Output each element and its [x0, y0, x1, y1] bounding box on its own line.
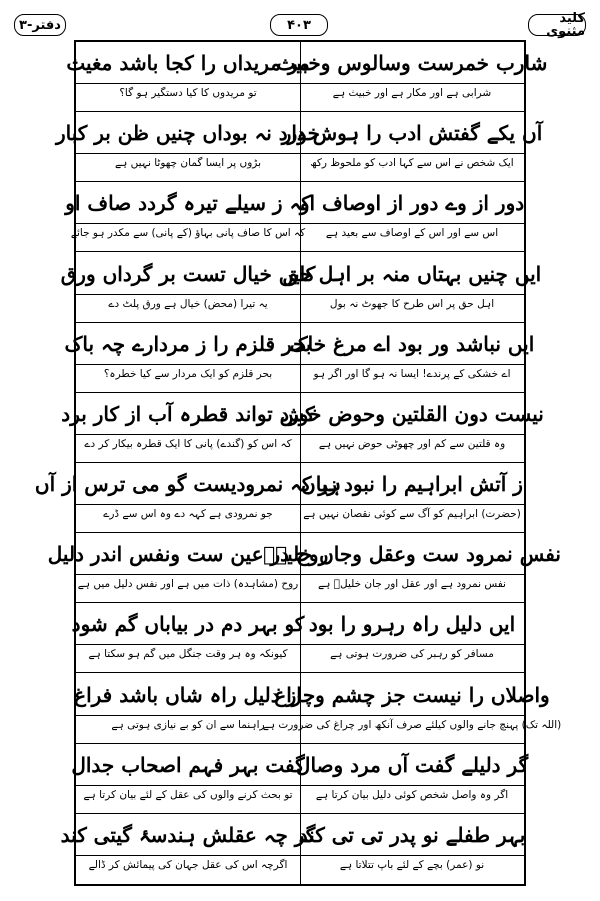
right-hemistich-cell [289, 323, 535, 392]
couplet-table [34, 40, 562, 886]
verse-separator [76, 855, 300, 856]
right-hemistich-cell [262, 674, 562, 743]
couplet-row [71, 744, 529, 814]
right-translation: اس سے اور اس کے اوصاف سے بعید ہے [325, 227, 499, 240]
right-hemistich-cell [295, 744, 529, 813]
left-verse: کو بہر دم در بیاباں گم شود [71, 612, 305, 637]
couplet-row [64, 323, 535, 393]
left-hemistich-cell [66, 42, 310, 111]
right-verse: ز آتش ابراہیم را نبود زیاں [301, 472, 523, 496]
couplet-row [47, 533, 561, 603]
left-verse: خورد نہ بوداں چنیں ظن بر کبار [55, 121, 321, 146]
right-hemistich-cell [282, 253, 542, 322]
left-hemistich-cell [64, 323, 312, 392]
right-verse: دور از وے دور از اوصاف او [299, 191, 525, 216]
verse-separator [300, 715, 524, 716]
verse-separator [300, 785, 524, 786]
left-translation: روح (مشاہدہ) ذات میں ہے اور نفس دلیل میں ہے [77, 578, 299, 591]
verse-separator [76, 153, 300, 154]
right-hemistich-cell [276, 42, 548, 111]
right-translation: ایک شخص نے اس سے کہا ادب کو ملحوظ رکھ [310, 157, 514, 170]
right-translation: اے خشکی کے پرندے! ایسا نہ ہو گا اور اگر ہو [313, 367, 511, 380]
verse-separator [300, 294, 524, 295]
right-hemistich-cell [280, 393, 544, 462]
verse-separator [300, 364, 524, 365]
verse-separator [300, 855, 524, 856]
right-verse: گر دلیلے گفت آں مرد وصال [295, 752, 529, 777]
couplet-row [61, 393, 544, 463]
couplet-row [60, 253, 542, 323]
volume-label: دفتر-۳ [14, 14, 66, 36]
left-translation: کیونکہ وہ ہر وقت جنگل میں گم ہو سکتا ہے [88, 648, 288, 661]
left-translation: بحر قلزم کو ایک مردار سے کیا خطرہ؟ [103, 367, 273, 380]
verse-separator [76, 785, 300, 786]
verse-separator [76, 83, 300, 84]
right-hemistich-cell [300, 603, 524, 672]
left-translation: اگرچہ اس کی عقل جہان کی پیمائش کر ڈالے [88, 858, 288, 871]
right-hemistich-cell [281, 112, 543, 181]
right-hemistich-cell [300, 814, 524, 884]
right-verse: واصلاں را نیست جز چشم وچراغ [274, 682, 550, 707]
left-hemistich-cell [65, 182, 311, 251]
right-verse: ایں چنیں بہتاں منہ بر اہل حق [282, 261, 542, 286]
right-translation: نو (عمر) بچے کے لئے باپ تتلاتا ہے [339, 858, 485, 871]
verse-separator [76, 715, 300, 716]
couplet-row [60, 814, 526, 884]
left-translation: تو مریدوں کا کیا دستگیر ہو گا؟ [119, 87, 257, 99]
left-translation: تو بحث کرنے والوں کی عقل کے لئے بیان کرتا ہے [83, 788, 293, 801]
verse-separator [76, 294, 300, 295]
verse-separator [76, 644, 300, 645]
left-hemistich-cell [76, 674, 300, 743]
left-verse: گر چہ عقلش ہندسۂ گیتی کند [60, 822, 316, 847]
verse-separator [300, 504, 524, 505]
left-verse: روح در عین ست ونفس اندر دلیل [47, 542, 329, 567]
verse-separator [76, 574, 300, 575]
right-verse: آں یکے گفتش ادب را ہوش دار [281, 121, 543, 146]
book-title: کلید مثنوی [528, 14, 586, 36]
right-hemistich-cell [300, 182, 524, 251]
page-header [14, 11, 586, 39]
verse-separator [300, 644, 524, 645]
right-translation: اگر وہ واصل شخص کوئی دلیل بیان کرتا ہے [315, 788, 509, 801]
right-verse: ایں نباشد ور بود اے مرغ خاک [289, 331, 535, 356]
left-hemistich-cell [60, 253, 316, 322]
page-number: ۴۰۳ [270, 14, 328, 36]
left-hemistich-cell [55, 112, 321, 181]
right-translation: (حضرت) ابراہیم کو آگ سے کوئی نقصان نہیں ہے [303, 508, 521, 520]
verse-separator [76, 364, 300, 365]
couplet-row [55, 112, 543, 182]
left-hemistich-cell [34, 463, 342, 532]
right-verse: بہر طفلے نو پدر تی تی کند [298, 822, 526, 847]
right-translation: شرابی ہے اور مکار ہے اور خبیث ہے [332, 87, 492, 99]
verse-separator [76, 434, 300, 435]
left-verse: ہر کہ نمرودیست گو می ترس از آں [34, 472, 342, 496]
right-hemistich-cell [263, 533, 561, 602]
left-translation: کہ اس کو (گندے) پانی کا ایک قطرہ بیکار کر دے [84, 437, 292, 450]
left-hemistich-cell [60, 814, 316, 884]
couplet-row [66, 42, 548, 112]
verse-separator [300, 223, 524, 224]
left-verse: کش تواند قطرہ آب از کار برد [61, 401, 315, 426]
verse-separator [300, 153, 524, 154]
couplet-row [74, 674, 562, 744]
left-hemistich-cell [47, 533, 329, 602]
left-verse: کہ ز سیلے تیرہ گردد صاف او [65, 191, 311, 216]
right-translation: (اللہ تک) پہنچ جانے والوں کیلئے صرف آنکھ اور چراغ کی ضرورت ہے [262, 718, 562, 731]
verse-separator [76, 504, 300, 505]
verse-separator [300, 434, 524, 435]
left-verse: بحر قلزم را ز مردارے چہ باک [64, 331, 312, 356]
couplet-row [65, 182, 525, 252]
left-translation: راہنما سے ان کو بے نیازی ہوتی ہے [111, 718, 265, 731]
left-translation: بڑوں پر ایسا گمان چھوٹا نہیں ہے [114, 157, 262, 170]
right-translation: اہل حق پر اس طرح کا جھوٹ نہ بول [329, 297, 495, 310]
right-translation: وہ قلتین سے کم اور چھوٹی حوض نہیں ہے [318, 437, 506, 450]
left-translation: کہ اس کا صاف پانی بہاؤ (کے پانی) سے مکدر ہو جائے [70, 227, 306, 240]
right-translation: مسافر کو رہبر کی ضرورت ہوتی ہے [330, 648, 494, 661]
left-verse: کایں خیال تست بر گرداں ورق [60, 261, 316, 286]
verse-separator [300, 574, 524, 575]
couplet-row [34, 463, 524, 533]
right-verse: نیست دون القلتین وحوض خورد [280, 401, 544, 426]
left-hemistich-cell [71, 744, 305, 813]
left-verse: مر مریداں را کجا باشد مغیث [66, 51, 310, 75]
left-verse: از دلیل راہ شاں باشد فراغ [74, 682, 302, 707]
right-verse: ایں دلیل راہ رہرو را بود [308, 612, 516, 637]
left-hemistich-cell [71, 603, 305, 672]
verse-separator [300, 83, 524, 84]
right-verse: نفس نمرود ست وعقل وجاں خلیلؑ [263, 542, 561, 567]
couplet-row [71, 603, 524, 673]
left-translation: جو نمرودی ہے کہہ دے وہ اس سے ڈرے [103, 508, 273, 520]
left-hemistich-cell [61, 393, 315, 462]
verse-separator [76, 223, 300, 224]
left-verse: گفت بہر فہم اصحاب جدال [71, 752, 305, 777]
left-translation: یہ تیرا (محض) خیال ہے ورق پلٹ دے [108, 297, 268, 310]
right-translation: نفس نمرود ہے اور عقل اور جان خلیلؑ ہے [318, 578, 506, 591]
right-verse: شارب خمرست وسالوس وخبیث [276, 51, 548, 75]
